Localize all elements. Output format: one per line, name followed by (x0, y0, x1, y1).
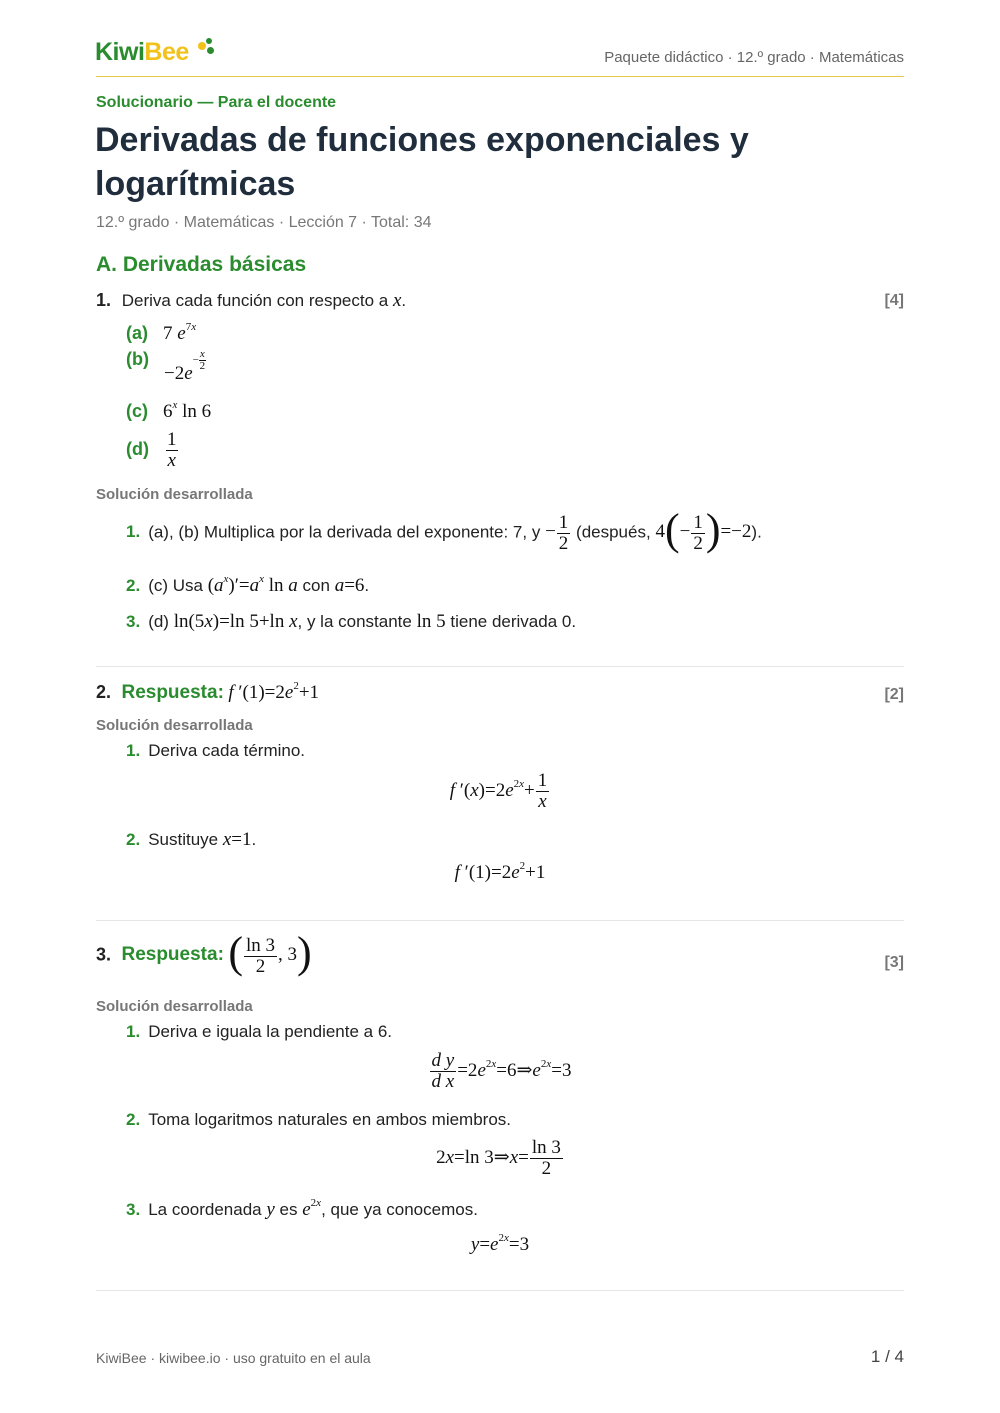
q1-part-b-label: (b) (126, 349, 149, 369)
q3-solution-label: Solución desarrollada (96, 998, 253, 1015)
page-number: 1 / 4 (870, 1347, 904, 1366)
q1-solution-label: Solución desarrollada (96, 486, 253, 503)
q2-equation-2: f $'(1)=2e^2+1$ (454, 860, 546, 883)
q1-number: 1. (96, 290, 112, 310)
q3-marks: [3] (884, 954, 904, 971)
q1-marks: [4] (884, 292, 904, 309)
brand-name-kiwi: Kiwi (95, 38, 145, 66)
q1-step-3-text-b: , y la constante (297, 612, 412, 631)
q2-equation-1: f $'(x)=2e^{2x}+$ $\frac{1}{x}$ (449, 770, 548, 812)
q3-equation-2: 2x=ln 3⇒x= $\frac{\ln 3}{2}$ (436, 1137, 561, 1179)
q3-step-3-text-c: , que ya conocemos. (321, 1200, 478, 1219)
q3-step-1-text: Deriva e iguala la pendiente a 6. (148, 1022, 393, 1041)
q1-part-d-label: (d) (126, 438, 149, 459)
q1-step-1-text-b: (después, (576, 522, 651, 542)
header-meta: Paquete didáctico · 12.º grado · Matemáticas (604, 49, 904, 66)
doc-kicker: Solucionario — Para el docente (96, 94, 337, 111)
q3-step-3: 3. La coordenada y es $e^{2x}$, que ya conocemos. (126, 1197, 478, 1220)
q3-answer-label: Respuesta: (121, 944, 224, 966)
q2-step-1-text: Deriva cada término. (148, 741, 306, 760)
q1-step-2: 2. (c) Usa $(a^x)'=a^x$ ln a con a=6. (126, 573, 370, 596)
q3-equation-3: $y=e^{2x}=3$ (470, 1232, 530, 1255)
q1-step-1-text-c: ). (751, 522, 762, 542)
q1-prompt-var: x (392, 290, 402, 311)
q1-step-2-text: (c) Usa (148, 576, 203, 595)
doc-subtitle: 12.º grado · Matemáticas · Lección 7 · Total: 34 (96, 214, 432, 231)
divider-1 (96, 666, 904, 667)
q1-step-2-number: 2. (126, 576, 141, 595)
q2-number: 2. (96, 682, 112, 702)
q3-number: 3. (96, 944, 112, 965)
q1-step-1: 1. (a), (b) Multiplica por la derivada del exponente: 7, y − $\frac{1}{2}$ (después, 4(− $\frac{1}{2}$ )=−2). (126, 505, 762, 554)
q2-step-1-number: 1. (126, 741, 141, 760)
q1-prompt-text: Deriva cada función con respecto a (121, 291, 389, 310)
bee-dots-icon (197, 38, 215, 56)
q1-step-3-text-c: tiene derivada 0. (450, 612, 577, 631)
q1-step-3-text: (d) (148, 612, 169, 631)
q2-step-2: 2. Sustituye x=1. (126, 829, 257, 850)
q2-solution-label: Solución desarrollada (96, 717, 253, 734)
header-rule (96, 76, 904, 77)
q3-step-2 (126, 1110, 511, 1130)
q3-step-1 (126, 1022, 392, 1042)
q2-step-2-text-b: . (251, 830, 257, 849)
q1-part-d: (d) $\frac{1}{x}$ (126, 429, 177, 471)
q1-prompt: 1. Deriva cada función con respecto a x. (96, 290, 407, 311)
q3-answer: 3. Respuesta: ( $\frac{\ln 3}{2}$ , 3) (96, 928, 312, 977)
q1-part-a: (a) 7 $e^{7x}$ (126, 321, 197, 344)
q1-step-1-number: 1. (126, 522, 141, 542)
q2-step-2-text: Sustituye (148, 830, 219, 849)
q2-step-1 (126, 741, 305, 761)
q3-step-1-number: 1. (126, 1022, 141, 1041)
q2-marks: [2] (884, 686, 904, 703)
q3-step-3-text: La coordenada (148, 1200, 262, 1219)
section-a-heading: A. Derivadas básicas (96, 253, 307, 276)
page-title-line2: logarítmicas (95, 165, 296, 203)
q2-answer: 2. Respuesta: f $'(1)=2e^2+1$ (96, 680, 320, 703)
q1-part-b: (b) −2e− $\frac{x}{2}$ (126, 347, 206, 384)
q2-step-2-number: 2. (126, 830, 141, 849)
q2-answer-label: Respuesta: (121, 682, 224, 703)
brand-logo (95, 38, 215, 67)
q3-step-2-text: Toma logaritmos naturales en ambos miembros. (148, 1110, 512, 1129)
q3-step-3-text-b: es (279, 1200, 298, 1219)
q1-part-c-label: (c) (126, 401, 148, 421)
brand-name-bee: Bee (144, 38, 189, 66)
q1-step-2-text-b: con (302, 576, 330, 595)
page-title-line1: Derivadas de funciones exponenciales y (95, 121, 749, 159)
q1-part-a-label: (a) (126, 323, 148, 343)
q1-step-1-text: (a), (b) Multiplica por la derivada del exponente: 7, y (148, 522, 541, 542)
q1-part-c: (c) 6$^x$ ln 6 (126, 399, 212, 422)
q3-step-3-number: 3. (126, 1200, 141, 1219)
q3-equation-1: $\frac{\text{d y}}{\text{d x}}$ $=2e^{2x}=6\Rightarrow e^{2x}=3$ (431, 1050, 572, 1092)
q1-step-3: 3. (d) ln(5x)=ln 5+ln x, y la constante ln 5 tiene derivada 0. (126, 611, 577, 632)
q3-step-2-number: 2. (126, 1110, 141, 1129)
q1-step-3-number: 3. (126, 612, 141, 631)
footer-left: KiwiBee · kiwibee.io · uso gratuito en el aula (96, 1350, 371, 1366)
divider-3 (96, 1290, 904, 1291)
divider-2 (96, 920, 904, 921)
page-title (95, 118, 749, 206)
